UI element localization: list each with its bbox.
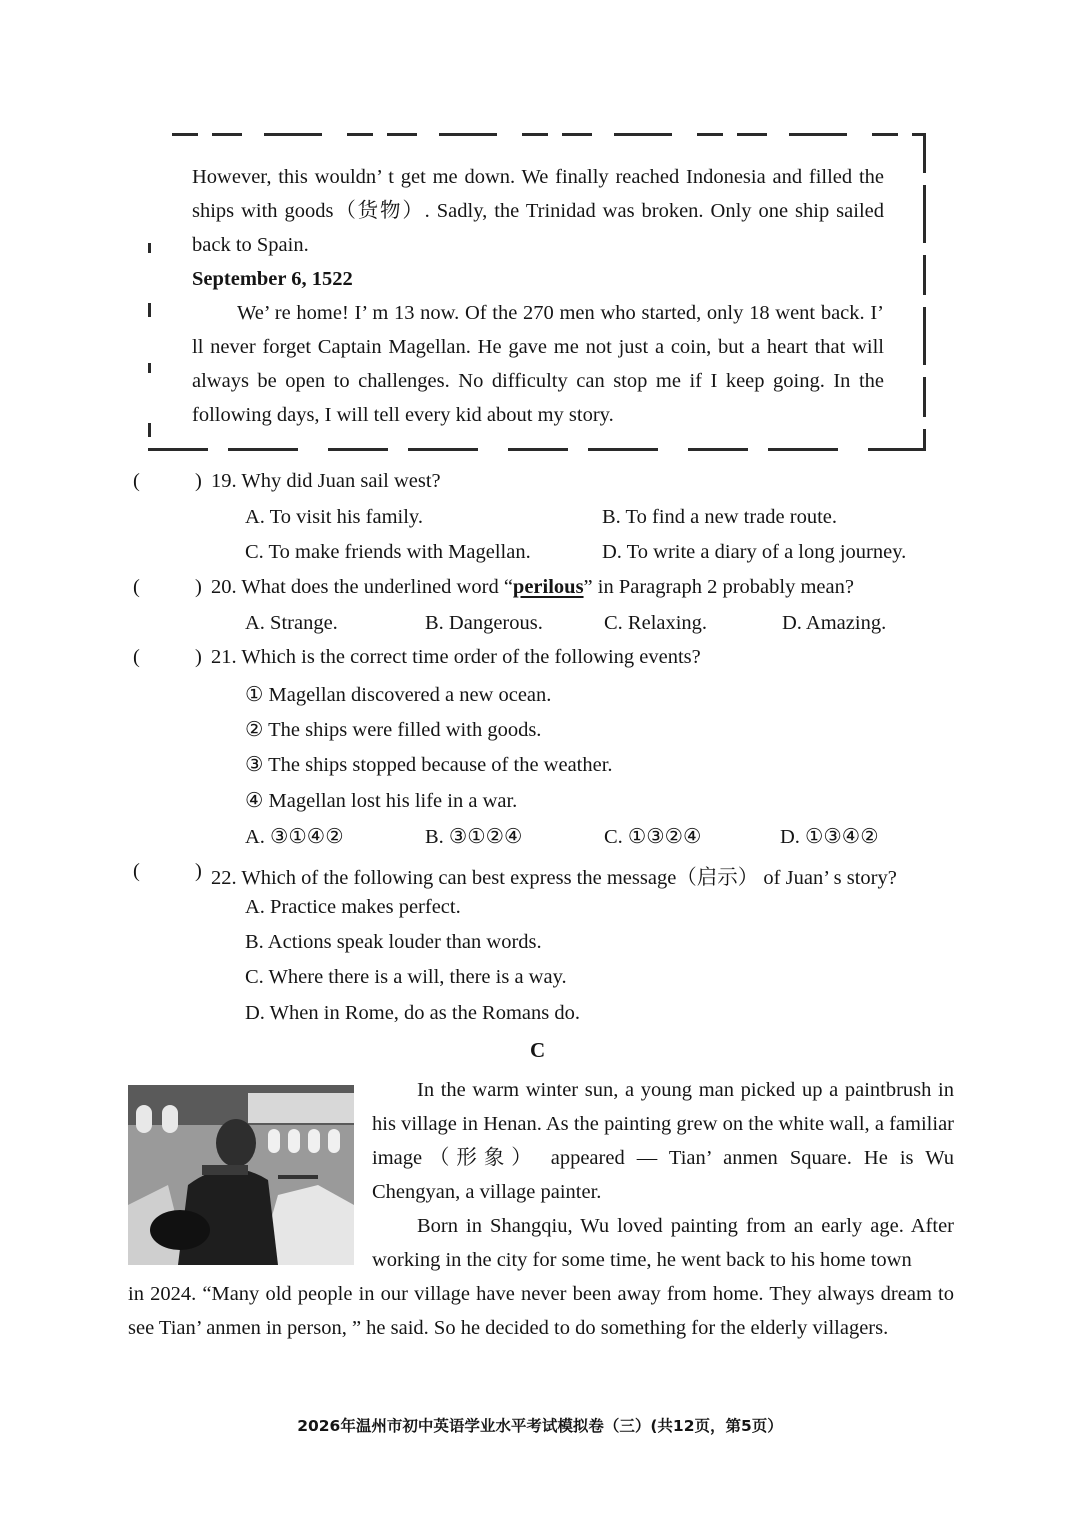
- q19-option-c[interactable]: C. To make friends with Magellan.: [245, 541, 531, 563]
- answer-paren-close: ): [195, 470, 202, 492]
- box-border-right: [923, 133, 926, 451]
- q21-option-a[interactable]: A. ③①④②: [245, 826, 344, 848]
- answer-paren-close: ): [195, 860, 202, 882]
- answer-paren-open[interactable]: (: [133, 646, 140, 668]
- painter-photo-image: [128, 1085, 354, 1265]
- event-1: ① Magellan discovered a new ocean.: [245, 684, 552, 706]
- event-4: ④ Magellan lost his life in a war.: [245, 790, 518, 812]
- q22-option-b[interactable]: B. Actions speak louder than words.: [245, 931, 542, 953]
- q19-option-d[interactable]: D. To write a diary of a long journey.: [602, 541, 907, 563]
- q22-option-d[interactable]: D. When in Rome, do as the Romans do.: [245, 1002, 580, 1024]
- answer-paren-open[interactable]: (: [133, 576, 140, 598]
- question-stem: [211, 576, 854, 599]
- stem-part-1: 20. What does the underlined word “: [211, 576, 513, 598]
- q19-option-b[interactable]: B. To find a new trade route.: [602, 506, 838, 528]
- q20-option-c[interactable]: C. Relaxing.: [604, 612, 708, 634]
- box-border-left: [148, 243, 151, 451]
- diary-date: September 6, 1522: [192, 268, 353, 290]
- question-stem: 19. Why did Juan sail west?: [211, 470, 441, 492]
- diary-paragraph-1: However, this wouldn’ t get me down. We finally reached Indonesia and filled the ships with goods（货物）. Sadly, the Trinidad was broken. Only one ship sailed back to Spain.: [192, 166, 884, 256]
- q21-option-b[interactable]: B. ③①②④: [425, 826, 523, 848]
- box-border-bottom: [148, 448, 926, 451]
- event-2: ② The ships were filled with goods.: [245, 719, 542, 741]
- event-3: ③ The ships stopped because of the weather.: [245, 754, 613, 776]
- stem-part-2: ” in Paragraph 2 probably mean?: [583, 576, 854, 598]
- answer-paren-open[interactable]: (: [133, 470, 140, 492]
- underlined-word: perilous: [512, 576, 584, 598]
- painter-photo: [128, 1085, 354, 1265]
- q22-option-a[interactable]: A. Practice makes perfect.: [245, 896, 461, 918]
- q20-option-d[interactable]: D. Amazing.: [782, 612, 887, 634]
- answer-paren-close: ): [195, 576, 202, 598]
- passage-paragraph-2-rest: in 2024. “Many old people in our village have never been away from home. They always dream to see Tian’ anmen in person, ” he said. So he decided to do something for the elderly villagers.: [128, 1283, 954, 1339]
- q19-option-a[interactable]: A. To visit his family.: [245, 506, 423, 528]
- page-footer: 2026年温州市初中英语学业水平考试模拟卷（三）(共12页，第5页）: [297, 1417, 783, 1435]
- diary-paragraph-2: We’ re home! I’ m 13 now. Of the 270 men who started, only 18 went back. I’ ll never forget Captain Magellan. He gave me not just a coin, but a heart that will always be open to challenges. No difficulty can stop me if I keep going. In the following days, I will tell every kid about my story.: [192, 302, 884, 426]
- passage-paragraph-1: In the warm winter sun, a young man picked up a paintbrush in his village in Henan. As the painting grew on the white wall, a familiar image（形象） appeared — Tian’ anmen Square. He is Wu Chengyan, a village painter.: [372, 1079, 954, 1203]
- passage-paragraph-2-top: Born in Shangqiu, Wu loved painting from an early age. After working in the city for some time, he went back to his home town: [372, 1215, 954, 1271]
- answer-paren-open[interactable]: (: [133, 860, 140, 882]
- box-border-top: [172, 133, 924, 136]
- q20-option-b[interactable]: B. Dangerous.: [425, 612, 543, 634]
- q22-option-c[interactable]: C. Where there is a will, there is a way.: [245, 966, 567, 988]
- diary-text: [192, 160, 884, 432]
- q21-option-d[interactable]: D. ①③④②: [780, 826, 879, 848]
- section-heading: C: [530, 1038, 546, 1062]
- q20-option-a[interactable]: A. Strange.: [245, 612, 338, 634]
- q21-option-c[interactable]: C. ①③②④: [604, 826, 702, 848]
- answer-paren-close: ): [195, 646, 202, 668]
- question-stem: 21. Which is the correct time order of the following events?: [211, 646, 701, 668]
- question-stem: 22. Which of the following can best express the message（启示） of Juan’ s story?: [211, 867, 897, 889]
